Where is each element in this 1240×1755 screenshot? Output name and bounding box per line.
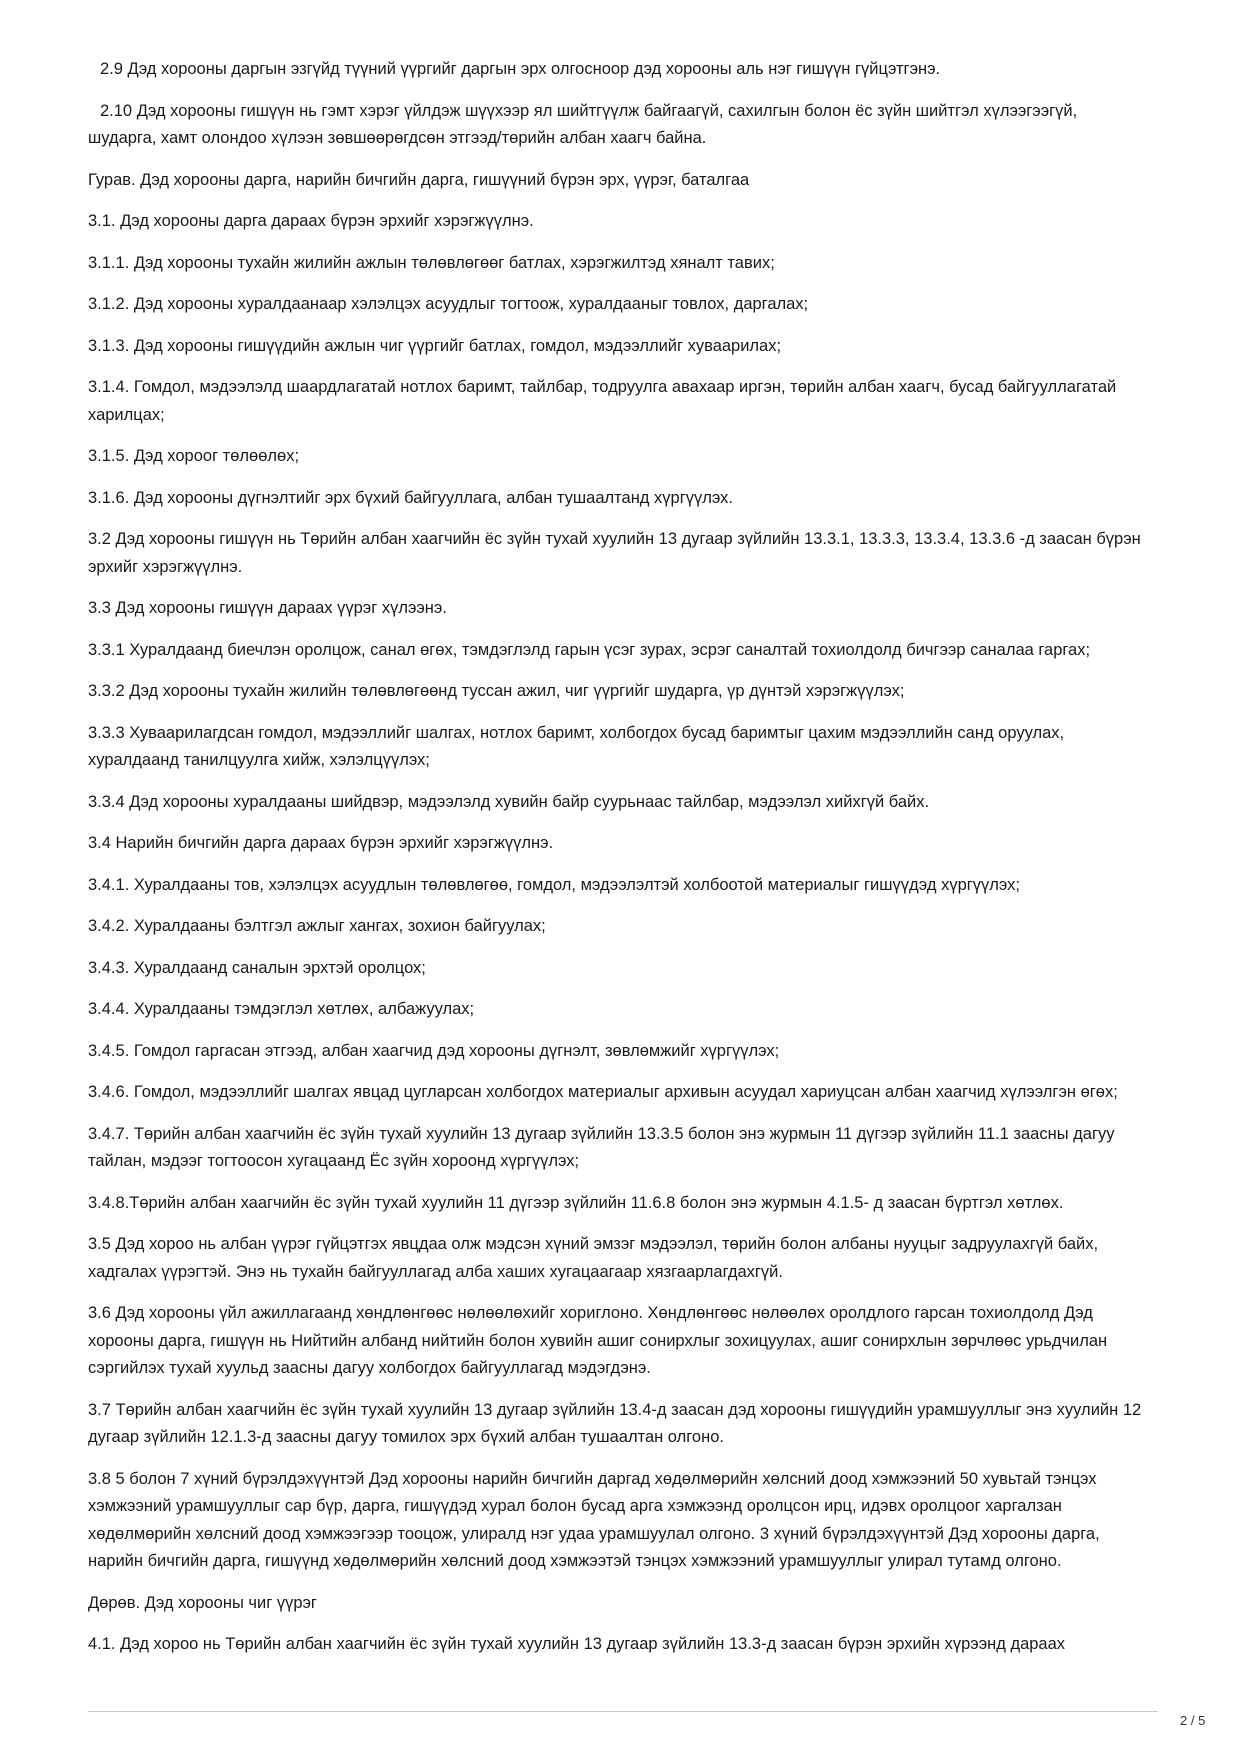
paragraph-3-6: 3.6 Дэд хорооны үйл ажиллагаанд хөндлөнгөөс нөлөөлөхийг хориглоно. Хөндлөнгөөс нөлөөлөх оролдлого гарсан тохиолдолд Дэд хорооны дарга, гишүүн нь Нийтийн албанд нийтийн болон хувийн ашиг сонирхлыг зохицуулах, ашиг сонирхлын зөрчлөөс урьдчилан сэргийлэх тухай хуульд заасны дагуу холбогдох байгууллагад мэдэгдэнэ. xyxy=(88,1304,1108,1377)
paragraph-3-1-1: 3.1.1. Дэд хорооны тухайн жилийн ажлын төлөвлөгөөг батлах, хэрэгжилтэд хяналт тавих; xyxy=(88,253,775,272)
section-heading-4: Дөрөв. Дэд хорооны чиг үүрэг xyxy=(88,1593,317,1612)
paragraph-2-10 xyxy=(88,98,1148,153)
paragraph-3-5: 3.5 Дэд хороо нь албан үүрэг гүйцэтгэх явцдаа олж мэдсэн хүний эмзэг мэдээлэл, төрийн болон албаны нууцыг задруулахгүй байх, хадгалах үүрэгтэй. Энэ нь тухайн байгууллагад алба хаших хугацаагаар хязгаарлагдахгүй. xyxy=(88,1235,1099,1281)
paragraph-3-4-2: 3.4.2. Хуралдааны бэлтгэл ажлыг хангах, зохион байгуулах; xyxy=(88,917,546,935)
paragraph-3-1: 3.1. Дэд хорооны дарга дараах бүрэн эрхийг хэрэгжүүлнэ. xyxy=(88,212,534,230)
paragraph-3-4-4: 3.4.4. Хуралдааны тэмдэглэл хөтлөх, албажуулах; xyxy=(88,1000,475,1018)
paragraph-3-4: 3.4 Нарийн бичгийн дарга дараах бүрэн эрхийг хэрэгжүүлнэ. xyxy=(88,834,554,852)
paragraph-3-4-7: 3.4.7. Төрийн албан хаагчийн ёс зүйн тухай хуулийн 13 дугаар зүйлийн 13.3.5 болон энэ журмын 11 дүгээр зүйлийн 11.1 заасны дагуу тайлан, мэдээг тогтоосон хугацаанд Ёс зүйн хороонд хүргүүлэх; xyxy=(88,1124,1115,1170)
paragraph-3-4-3: 3.4.3. Хуралдаанд саналын эрхтэй оролцох; xyxy=(88,958,426,977)
paragraph-3-3-1: 3.3.1 Хуралдаанд биечлэн оролцож, санал өгөх, тэмдэглэлд гарын үсэг зурах, эсрэг саналтай тохиолдолд бичгээр саналаа гаргах; xyxy=(88,640,1091,659)
paragraph-3-7: 3.7 Төрийн албан хаагчийн ёс зүйн тухай хуулийн 13 дугаар зүйлийн 13.4-д заасан дэд хорооны гишүүдийн урамшууллыг энэ хуулийн 12 дугаар зүйлийн 12.1.3-д заасны дагуу томилох эрх бүхий албан тушаалтан олгоно. xyxy=(88,1400,1142,1446)
footer-divider xyxy=(88,1711,1158,1712)
paragraph-3-8: 3.8 5 болон 7 хүний бүрэлдэхүүнтэй Дэд хорооны нарийн бичгийн даргад хөдөлмөрийн хөлсний доод хэмжээний 50 хувьтай тэнцэх хэмжээний урамшууллыг сар бүр, дарга, гишүүдэд хурал болон бусад арга хэмжээнд оролцсон ирц, идэвх оролцоог харгалзан хөдөлмөрийн хөлсний доод хэмжээгээр тооцож, улиралд нэг удаа урамшуулал олгоно. 3 хүний бүрэлдэхүүнтэй Дэд хорооны дарга, нарийн бичгийн дарга, гишүүнд хөдөлмөрийн хөлсний доод хэмжээтэй тэнцэх хэмжээний урамшууллыг улирал тутамд олгоно. xyxy=(88,1469,1100,1570)
section-heading-3: Гурав. Дэд хорооны дарга, нарийн бичгийн дарга, гишүүний бүрэн эрх, үүрэг, баталгаа xyxy=(88,170,750,189)
paragraph-3-4-5: 3.4.5. Гомдол гаргасан этгээд, албан хаагчид дэд хорооны дүгнэлт, зөвлөмжийг хүргүүлэх; xyxy=(88,1041,780,1060)
document-body xyxy=(88,56,1148,1673)
paragraph-3-1-6: 3.1.6. Дэд хорооны дүгнэлтийг эрх бүхий байгууллага, албан тушаалтанд хүргүүлэх. xyxy=(88,488,733,507)
paragraph-3-1-3: 3.1.3. Дэд хорооны гишүүдийн ажлын чиг үүргийг батлах, гомдол, мэдээллийг хуваарилах; xyxy=(88,336,782,355)
paragraph-2-10-text: 2.10 Дэд хорооны гишүүн нь гэмт хэрэг үйлдэж шүүхээр ял шийтгүүлж байгаагүй, сахилгын болон ёс зүйн шийтгэл хүлээгээгүй, шударга, хамт олондоо хүлээн зөвшөөрөгдсөн этгээд/төрийн албан хаагч байна. xyxy=(88,101,1078,147)
paragraph-3-1-5: 3.1.5. Дэд хороог төлөөлөх; xyxy=(88,447,300,465)
paragraph-3-1-4: 3.1.4. Гомдол, мэдээлэлд шаардлагатай нотлох баримт, тайлбар, тодруулга авахаар иргэн, төрийн албан хаагч, бусад байгууллагатай харилцах; xyxy=(88,378,1117,424)
paragraph-4-1: 4.1. Дэд хороо нь Төрийн албан хаагчийн ёс зүйн тухай хуулийн 13 дугаар зүйлийн 13.3-д заасан бүрэн эрхийн хүрээнд дараах xyxy=(88,1635,1066,1653)
paragraph-3-3-3: 3.3.3 Хуваарилагдсан гомдол, мэдээллийг шалгах, нотлох баримт, холбогдох бусад баримтыг цахим мэдээллийн санд оруулах, хуралдаанд танилцуулга хийж, хэлэлцүүлэх; xyxy=(88,723,1065,769)
page-number: 2 / 5 xyxy=(1180,1713,1206,1728)
paragraph-3-3-2: 3.3.2 Дэд хорооны тухайн жилийн төлөвлөгөөнд туссан ажил, чиг үүргийг шударга, үр дүнтэй хэрэгжүүлэх; xyxy=(88,682,905,700)
paragraph-3-4-8: 3.4.8.Төрийн албан хаагчийн ёс зүйн тухай хуулийн 11 дүгээр зүйлийн 11.6.8 болон энэ журмын 4.1.5- д заасан бүртгэл хөтлөх. xyxy=(88,1193,1064,1212)
paragraph-3-4-6: 3.4.6. Гомдол, мэдээллийг шалгах явцад цугларсан холбогдох материалыг архивын асуудал хариуцсан албан хаагчид хүлээлгэн өгөх; xyxy=(88,1083,1118,1101)
paragraph-3-2: 3.2 Дэд хорооны гишүүн нь Төрийн албан хаагчийн ёс зүйн тухай хуулийн 13 дугаар зүйлийн 13.3.1, 13.3.3, 13.3.4, 13.3.6 -д заасан бүрэн эрхийг хэрэгжүүлнэ. xyxy=(88,530,1141,576)
paragraph-3-4-1: 3.4.1. Хуралдааны тов, хэлэлцэх асуудлын төлөвлөгөө, гомдол, мэдээлэлтэй холбоотой материалыг гишүүдэд хүргүүлэх; xyxy=(88,875,1020,894)
paragraph-2-9: 2.9 Дэд хорооны даргын эзгүйд түүний үүргийг даргын эрх олгосноор дэд хорооны аль нэг гишүүн гүйцэтгэнэ. xyxy=(100,60,941,78)
paragraph-3-3-4: 3.3.4 Дэд хорооны хуралдааны шийдвэр, мэдээлэлд хувийн байр суурьнаас тайлбар, мэдээлэл хийхгүй байх. xyxy=(88,792,930,811)
paragraph-3-1-2: 3.1.2. Дэд хорооны хуралдаанаар хэлэлцэх асуудлыг тогтоож, хуралдааныг товлох, даргалах; xyxy=(88,295,809,313)
paragraph-3-3: 3.3 Дэд хорооны гишүүн дараах үүрэг хүлээнэ. xyxy=(88,599,447,617)
